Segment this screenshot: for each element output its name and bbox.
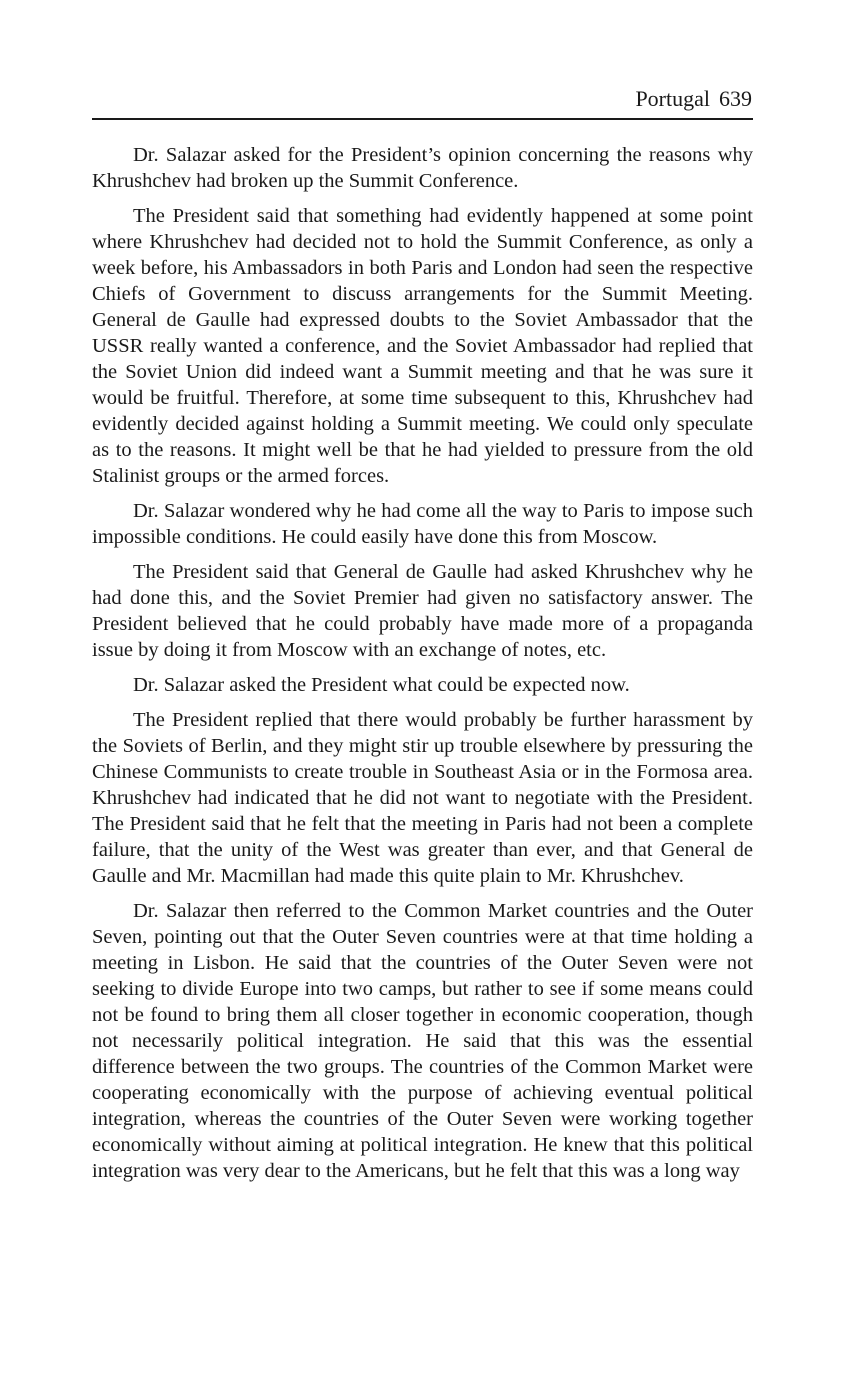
paragraph: The President replied that there would probably be further harassment by the Soviets of Berlin, and they might stir up trouble elsewhere by pressuring the Chinese Communists to create trouble in Southeast Asia or in the Formosa area. Khrushchev had indicated that he did not want to negotiate with the President. The President said that he felt that the meeting in Paris had not been a complete failure, that the unity of the West was greater than ever, and that General de Gaulle and Mr. Macmillan had made this quite plain to Mr. Khrushchev. xyxy=(92,709,753,887)
paragraph: The President said that General de Gaulle had asked Khrushchev why he had done this, and the Soviet Premier had given no satisfactory answer. The President believed that he could probably have made more of a propaganda issue by doing it from Moscow with an exchange of notes, etc. xyxy=(92,561,753,661)
body-text xyxy=(92,142,753,1184)
header-rule xyxy=(92,118,753,120)
paragraph: Dr. Salazar wondered why he had come all the way to Paris to impose such impossible conditions. He could easily have done this from Moscow. xyxy=(92,500,753,548)
paragraph: Dr. Salazar asked the President what could be expected now. xyxy=(133,674,630,696)
running-title: Portugal xyxy=(635,86,710,111)
paragraph: Dr. Salazar asked for the President’s opinion concerning the reasons why Khrushchev had broken up the Summit Conference. xyxy=(92,144,753,192)
running-header xyxy=(92,86,753,112)
document-page xyxy=(92,86,753,1193)
paragraph: Dr. Salazar then referred to the Common Market countries and the Outer Seven, pointing out that the Outer Seven countries were at that time holding a meeting in Lisbon. He said that the countries of the Outer Seven were not seeking to divide Europe into two camps, but rather to see if some means could not be found to bring them all closer together in economic cooperation, though not necessarily political integration. He said that this was the essential difference between the two groups. The countries of the Common Market were cooperating economically with the purpose of achieving eventual political integration, whereas the countries of the Outer Seven were working together economically without aiming at political integration. He knew that this political integration was very dear to the Americans, but he felt that this was a long way xyxy=(92,900,753,1182)
paragraph: The President said that something had evidently happened at some point where Khrushchev had decided not to hold the Summit Conference, as only a week before, his Ambassadors in both Paris and London had seen the respective Chiefs of Government to discuss arrangements for the Summit Meeting. General de Gaulle had expressed doubts to the Soviet Ambassador that the USSR really wanted a conference, and the Soviet Ambassador had replied that the Soviet Union did indeed want a Summit meeting and that he was sure it would be fruitful. Therefore, at some time subsequent to this, Khrushchev had evidently decided against holding a Summit meeting. We could only speculate as to the reasons. It might well be that he had yielded to pressure from the old Stalinist groups or the armed forces. xyxy=(92,205,753,487)
page-number: 639 xyxy=(719,86,752,111)
